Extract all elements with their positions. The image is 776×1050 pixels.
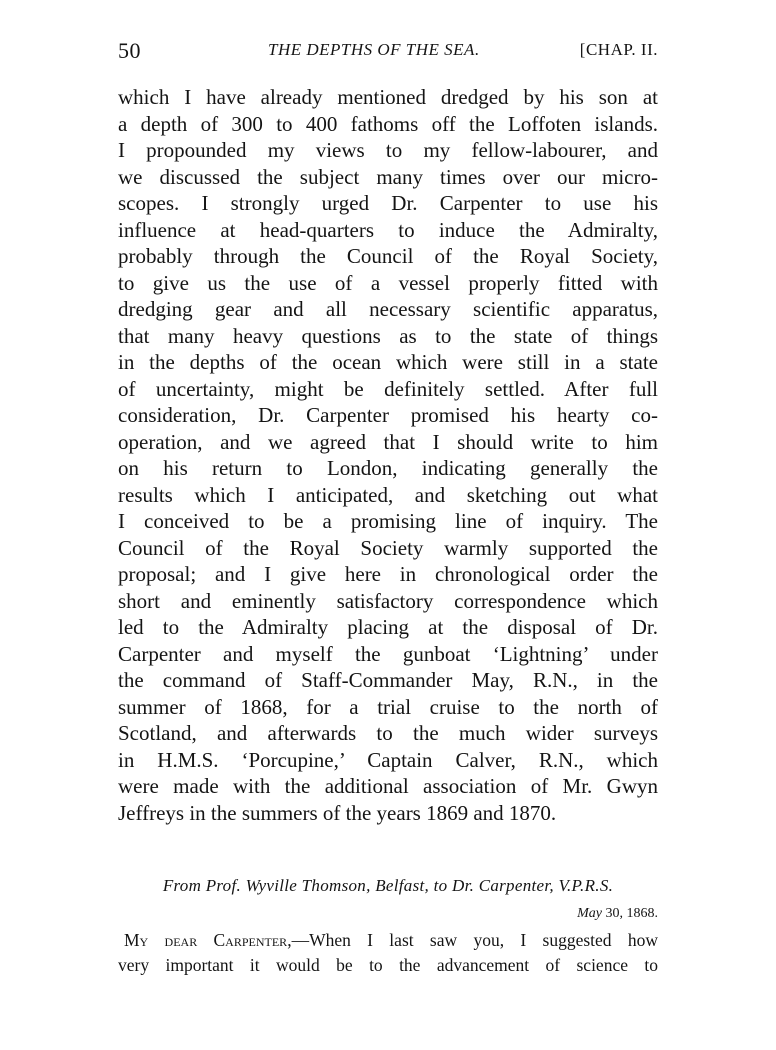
body-line: in the depths of the ocean which were still in a state [118, 350, 658, 374]
body-line: the command of Staff-Commander May, R.N., in the [118, 668, 658, 692]
body-line: dredging gear and all necessary scientific apparatus, [118, 297, 658, 321]
letter-date-month: May [577, 906, 602, 921]
letter-date-day-year: 30, 1868. [602, 906, 658, 921]
body-line: I conceived to be a promising line of inquiry. The [118, 509, 658, 533]
body-line: Scotland, and afterwards to the much wider surveys [118, 721, 658, 745]
letter-salutation: My dear Carpenter, [124, 930, 292, 950]
body-line: I propounded my views to my fellow-labourer, and [118, 138, 658, 162]
letter-line-text: —When I last saw you, I suggested how [291, 930, 658, 950]
body-line: that many heavy questions as to the state of things [118, 323, 658, 348]
letter-heading: From Prof. Wyville Thomson, Belfast, to Dr. Carpenter, V.P.R.S. [162, 876, 614, 895]
letter-body [118, 928, 658, 978]
letter-line [118, 928, 658, 953]
body-line: in H.M.S. ‘Porcupine,’ Captain Calver, R.N., which [118, 747, 658, 772]
body-line: we discussed the subject many times over our micro- [118, 164, 658, 189]
body-line: Council of the Royal Society warmly supported the [118, 535, 658, 560]
body-line: summer of 1868, for a trial cruise to the north of [118, 694, 658, 719]
body-line: results which I anticipated, and sketching out what [118, 482, 658, 507]
letter-date [577, 906, 658, 922]
body-line: influence at head-quarters to induce the Admiralty, [118, 217, 658, 242]
body-line: consideration, Dr. Carpenter promised his hearty co- [118, 403, 658, 427]
chapter-reference: [CHAP. II. [579, 40, 658, 59]
body-line: which I have already mentioned dredged by his son at [118, 85, 658, 109]
body-line-last: Jeffreys in the summers of the years 1869 and 1870. [118, 800, 557, 825]
body-line: short and eminently satisfactory correspondence which [118, 588, 658, 613]
body-paragraph [118, 84, 658, 826]
body-line: operation, and we agreed that I should write to him [118, 429, 658, 454]
body-line: Carpenter and myself the gunboat ‘Lightning’ under [118, 641, 658, 666]
body-line: probably through the Council of the Royal Society, [118, 244, 658, 268]
body-line: of uncertainty, might be definitely settled. After full [118, 376, 658, 401]
body-line: scopes. I strongly urged Dr. Carpenter to use his [118, 191, 658, 215]
body-line: a depth of 300 to 400 fathoms off the Loffoten islands. [118, 111, 658, 136]
page-number: 50 [118, 38, 141, 63]
body-line: proposal; and I give here in chronological order the [118, 562, 658, 586]
body-line: were made with the additional association of Mr. Gwyn [118, 774, 658, 798]
letter-line: very important it would be to the advancement of science to [118, 955, 658, 975]
body-line: led to the Admiralty placing at the disposal of Dr. [118, 615, 658, 639]
running-title: THE DEPTHS OF THE SEA. [268, 40, 480, 59]
page-header [118, 38, 658, 72]
body-line: to give us the use of a vessel properly fitted with [118, 270, 658, 295]
body-line: on his return to London, indicating generally the [118, 456, 658, 480]
